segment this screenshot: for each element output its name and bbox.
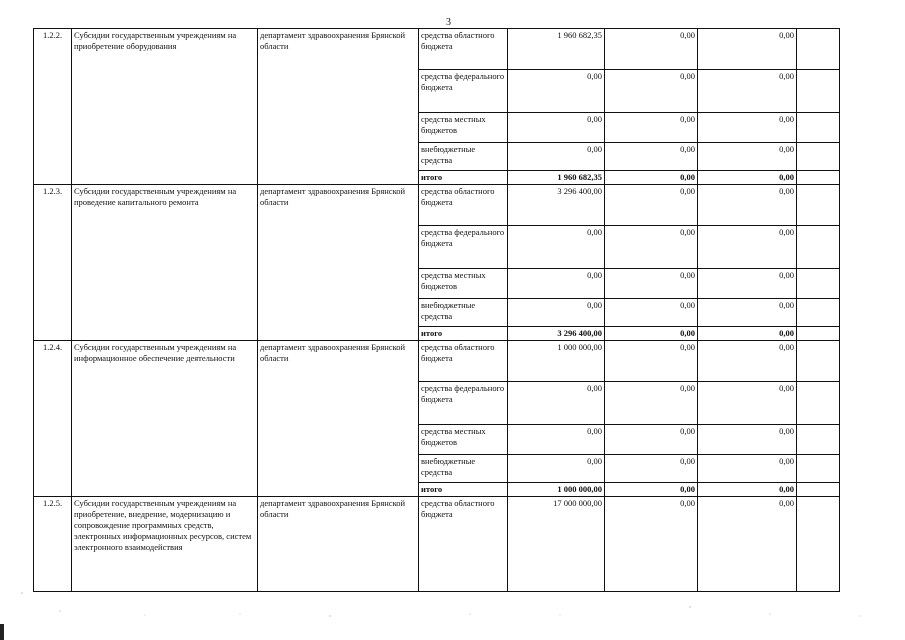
empty-cell [797,299,840,327]
amount-cell: 0,00 [698,185,797,226]
amount-cell: 0,00 [508,226,605,269]
amount-cell: 0,00 [605,269,698,299]
budget-table-body [34,29,840,592]
empty-cell [797,171,840,185]
funding-source: средства местных бюджетов [419,269,508,299]
item-code: 1.2.2. [34,29,72,185]
amount-cell: 1 960 682,35 [508,29,605,70]
amount-cell: 0,00 [605,185,698,226]
funding-source: средства федерального бюджета [419,226,508,269]
amount-cell: 0,00 [605,70,698,113]
item-title: Субсидии государственным учреждениям на приобретение оборудования [72,29,258,185]
funding-source: средства областного бюджета [419,341,508,382]
amount-cell: 1 000 000,00 [508,483,605,497]
item-executor: департамент здравоохранения Брянской области [258,341,419,497]
amount-cell: 0,00 [508,382,605,425]
item-title: Субсидии государственным учреждениям на проведение капитального ремонта [72,185,258,341]
amount-cell: 0,00 [698,269,797,299]
funding-source: средства федерального бюджета [419,70,508,113]
amount-cell: 0,00 [698,299,797,327]
amount-cell: 0,00 [698,226,797,269]
amount-cell: 0,00 [605,226,698,269]
funding-source: средства местных бюджетов [419,425,508,455]
empty-cell [797,185,840,226]
item-executor: департамент здравоохранения Брянской области [258,497,419,592]
empty-cell [797,143,840,171]
amount-cell: 3 296 400,00 [508,185,605,226]
amount-cell: 0,00 [508,269,605,299]
amount-cell: 1 000 000,00 [508,341,605,382]
funding-source: средства областного бюджета [419,29,508,70]
amount-cell: 0,00 [605,382,698,425]
table-row [34,497,840,592]
amount-cell: 0,00 [508,70,605,113]
empty-cell [797,455,840,483]
table-row [34,29,840,70]
amount-cell: 0,00 [698,497,797,592]
empty-cell [797,113,840,143]
amount-cell: 0,00 [698,113,797,143]
empty-cell [797,226,840,269]
funding-source: внебюджетные средства [419,455,508,483]
table-row [34,341,840,382]
scan-edge-mark [0,624,4,640]
amount-cell: 0,00 [698,425,797,455]
item-code: 1.2.3. [34,185,72,341]
item-code: 1.2.5. [34,497,72,592]
funding-source: итого [419,327,508,341]
amount-cell: 0,00 [508,113,605,143]
amount-cell: 0,00 [508,425,605,455]
table-row [34,185,840,226]
budget-table [33,28,840,592]
funding-source: итого [419,171,508,185]
amount-cell: 0,00 [698,341,797,382]
amount-cell: 0,00 [698,29,797,70]
amount-cell: 0,00 [605,483,698,497]
item-code: 1.2.4. [34,341,72,497]
amount-cell: 0,00 [605,143,698,171]
funding-source: внебюджетные средства [419,299,508,327]
item-title: Субсидии государственным учреждениям на приобретение, внедрение, модернизацию и сопровождение программных средств, электронных информационных ресурсов, систем электронного взаимодействия [72,497,258,592]
item-executor: департамент здравоохранения Брянской области [258,29,419,185]
empty-cell [797,497,840,592]
amount-cell: 0,00 [698,382,797,425]
amount-cell: 0,00 [698,455,797,483]
amount-cell: 0,00 [698,483,797,497]
funding-source: итого [419,483,508,497]
amount-cell: 0,00 [605,29,698,70]
amount-cell: 0,00 [508,299,605,327]
amount-cell: 0,00 [698,143,797,171]
funding-source: средства федерального бюджета [419,382,508,425]
empty-cell [797,327,840,341]
empty-cell [797,269,840,299]
amount-cell: 0,00 [605,171,698,185]
empty-cell [797,483,840,497]
amount-cell: 0,00 [698,327,797,341]
funding-source: средства областного бюджета [419,185,508,226]
amount-cell: 0,00 [605,113,698,143]
amount-cell: 0,00 [698,70,797,113]
empty-cell [797,29,840,70]
amount-cell: 1 960 682,35 [508,171,605,185]
amount-cell: 17 000 000,00 [508,497,605,592]
amount-cell: 0,00 [605,341,698,382]
item-title: Субсидии государственным учреждениям на информационное обеспечение деятельности [72,341,258,497]
amount-cell: 0,00 [605,497,698,592]
amount-cell: 0,00 [698,171,797,185]
amount-cell: 0,00 [605,455,698,483]
amount-cell: 3 296 400,00 [508,327,605,341]
amount-cell: 0,00 [508,143,605,171]
item-executor: департамент здравоохранения Брянской области [258,185,419,341]
amount-cell: 0,00 [605,327,698,341]
empty-cell [797,341,840,382]
empty-cell [797,382,840,425]
page-number: 3 [446,17,451,28]
amount-cell: 0,00 [605,425,698,455]
funding-source: средства местных бюджетов [419,113,508,143]
amount-cell: 0,00 [508,455,605,483]
empty-cell [797,425,840,455]
funding-source: внебюджетные средства [419,143,508,171]
funding-source: средства областного бюджета [419,497,508,592]
amount-cell: 0,00 [605,299,698,327]
scan-noise [0,585,905,625]
empty-cell [797,70,840,113]
